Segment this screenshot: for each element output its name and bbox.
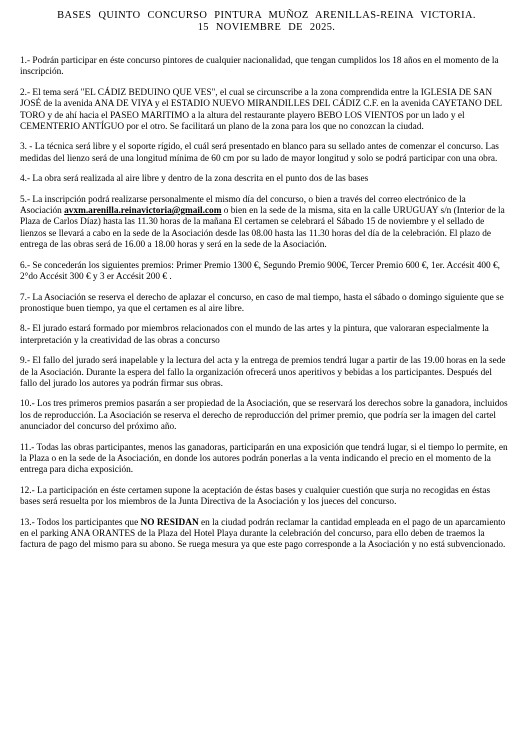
clause-7: 7.- La Asociación se reserva el derecho de aplazar el concurso, en caso de mal tiempo, hasta el sábado o domingo siguiente que se pronostique buen tiempo, ya que el certamen es al aire libre.	[20, 292, 504, 314]
clause-5: 5.- La inscripción podrá realizarse personalmente el mismo día del concurso, o bien a través del correo electrónico de la Asociación avxm.arenilla.reinavictoria@gmail.com o bien en la sede de la misma, sita en la calle URUGUAY s/n (Interior de la Plaza de Carlos Díaz) hasta las 11.30 horas de la mañana El certamen se celebrará el Sábado 15 de noviembre y el sellado de lienzos se llevará a cabo en la sede de la Asociación desde las 08.00 hasta las 11.30 horas del día de la celebración. El plazo de entrega de las obras será de 16.00 a 18.00 horas y será en la sede de la Asociación.	[20, 194, 505, 251]
no-residan-emphasis: NO RESIDAN	[140, 517, 199, 528]
clause-12: 12.- La participación en éste certamen supone la aceptación de éstas bases y cualquier cuestión que surja no recogidas en éstas bases será resuelta por los miembros de la Junta Directiva de la Asociación y los jueces del concurso.	[20, 485, 491, 508]
clause-10: 10.- Los tres primeros premios pasarán a ser propiedad de la Asociación, que se reservará los derechos sobre la ganadora, incluidos los de reproducción. La Asociación se reserva el derecho de reproducción del primer premio, que podría ser la imagen del cartel anunciador del concurso del próximo año.	[20, 399, 508, 433]
document-title	[20, 10, 509, 34]
clause-2: 2.- El tema será "EL CÁDIZ BEDUINO QUE VES", el cual se circunscribe a la zona comprendida entre la IGLESIA DE SAN JOSÉ de la avenida ANA DE VIYA y el ESTADIO NUEVO MIRANDILLES DEL CÁDIZ C.F. en la avenida CAYETANO DEL TORO y de ahí hacia el PASEO MARITIMO a la altura del restaurante playero BEBO LOS VIENTOS por un lado y el CEMENTERIO ANTÍGUO por el otro. Se facilitará un plano de la zona para los que no conozcan la ciudad.	[20, 87, 502, 133]
clause-1: 1.- Podrán participar en éste concurso pintores de cualquier nacionalidad, que tengan cumplidos los 18 años en el momento de la inscripción.	[20, 56, 499, 78]
contact-email-link[interactable]: avxm.arenilla.reinavictoria@gmail.com	[64, 206, 222, 217]
clause-8: 8.- El jurado estará formado por miembros relacionados con el mundo de las artes y la pintura, que valoraran especialmente la interpretación y la creatividad de las obras a concurso	[20, 324, 489, 346]
title-line-2: 15 NOVIEMBRE DE 2025.	[197, 22, 336, 33]
clause-9: 9.- El fallo del jurado será inapelable y la lectura del acta y la entrega de premios tendrá lugar a partir de las 19.00 horas en la sede de la Asociación. Durante la espera del fallo la organización ofrecerá unos aperitivos y bebidas a los participantes. Después del fallo del jurado los autores ya podrán firmar sus obras.	[20, 356, 506, 389]
clause-11: 11.- Todas las obras participantes, menos las ganadoras, participarán en una exposición que tendrá lugar, si el tiempo lo permite, en la Plaza o en la sede de la Asociación, en donde los autores podrán ponerlas a la venta indicando el precio en el momento de la entrega para dicha exposición.	[20, 442, 508, 476]
clause-3: 3. - La técnica será libre y el soporte rígido, el cuál será presentado en blanco para su sellado antes de comenzar el concurso. Las medidas del lienzo será de una longitud mínima de 60 cm por su lado de mayor longitud y solo se podrá participar con una obra.	[20, 142, 499, 164]
title-line-1: BASES QUINTO CONCURSO PINTURA MUÑOZ ARENILLAS-REINA VICTORIA.	[57, 10, 476, 21]
clause-13: 13.- Todos los participantes que NO RESIDAN en la ciudad podrán reclamar la cantidad empleada en el pago de un aparcamiento en el parking ANA ORANTES de la Plaza del Hotel Playa durante la celebración del concurso, para ello deben de traemos la factura de pago del mismo para su abono. Se ruega mesura ya que este pago corresponde a la Asociación y no está subvencionado.	[20, 517, 506, 551]
clause-6: 6.- Se concederán los siguientes premios: Primer Premio 1300 €, Segundo Premio 900€, Tercer Premio 600 €, 1er. Accésit 400 €, 2°do Accésit 300 € y 3 er Accésit 200 € .	[20, 260, 500, 283]
clause-4: 4.- La obra será realizada al aire libre y dentro de la zona descrita en el punto dos de las bases	[20, 174, 369, 185]
